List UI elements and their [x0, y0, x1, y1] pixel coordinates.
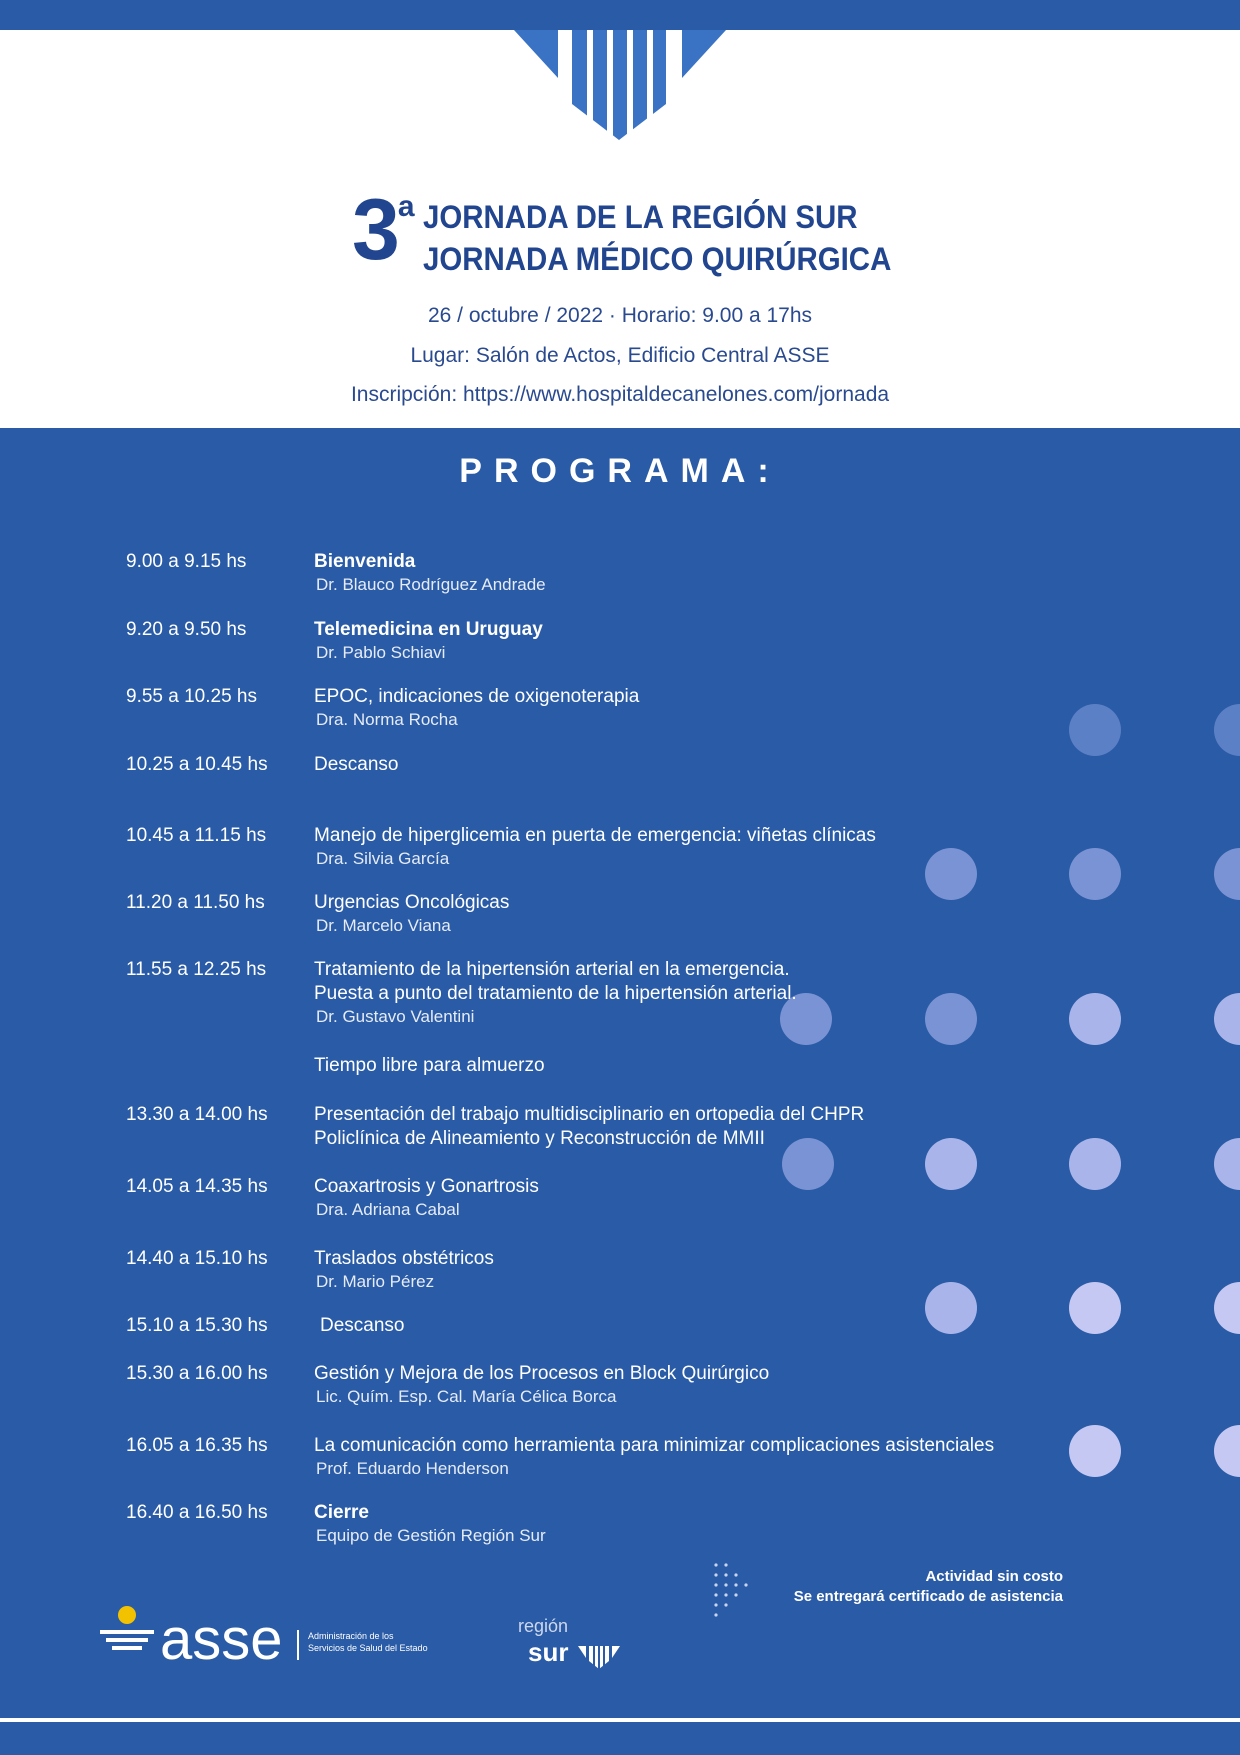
title-line-1: JORNADA DE LA REGIÓN SUR	[422, 199, 858, 235]
title-superscript: a	[397, 190, 415, 223]
session-speaker: Dr. Marcelo Viana	[316, 916, 451, 935]
session-title: Presentación del trabajo multidisciplinario en ortopedia del CHPR	[314, 1104, 865, 1125]
event-registration: Inscripción: https://www.hospitaldecanelones.com/jornada	[350, 383, 890, 406]
session-time: 9.20 a 9.50 hs	[126, 619, 247, 640]
activity-note-line-1: Actividad sin costo	[925, 1568, 1063, 1585]
session-time: 11.55 a 12.25 hs	[126, 959, 267, 980]
decorative-dot	[1214, 1138, 1240, 1190]
session-speaker: Dr. Mario Pérez	[316, 1272, 435, 1291]
decorative-dot	[1214, 848, 1240, 900]
asse-subtitle-line-1: Administración de los	[308, 1631, 394, 1641]
session-title: Gestión y Mejora de los Procesos en Block Quirúrgico	[314, 1363, 770, 1384]
program-panel	[0, 428, 1240, 1718]
session-speaker: Prof. Eduardo Henderson	[316, 1459, 509, 1478]
session-title: La comunicación como herramienta para minimizar complicaciones asistenciales	[314, 1435, 995, 1456]
session-time: 16.05 a 16.35 hs	[126, 1435, 268, 1456]
session-title: Manejo de hiperglicemia en puerta de emergencia: viñetas clínicas	[314, 825, 876, 846]
decorative-dot	[1214, 1282, 1240, 1334]
activity-note	[794, 1567, 1063, 1607]
asse-subtitle-line-2: Servicios de Salud del Estado	[308, 1643, 428, 1653]
region-sur-logo	[516, 1616, 636, 1686]
session-speaker: Dra. Norma Rocha	[316, 710, 458, 729]
session-time: 16.40 a 16.50 hs	[126, 1502, 268, 1523]
title-line-2: JORNADA MÉDICO QUIRÚRGICA	[422, 241, 891, 277]
session-time: 11.20 a 11.50 hs	[126, 892, 265, 913]
decorative-dot	[1214, 993, 1240, 1045]
region-sur-mark-icon	[578, 1644, 620, 1670]
bottom-band	[0, 1722, 1240, 1755]
session-title: Coaxartrosis y Gonartrosis	[314, 1176, 539, 1197]
session-title: Cierre	[314, 1502, 369, 1523]
event-location: Lugar: Salón de Actos, Edificio Central ASSE	[410, 344, 830, 367]
session-title: Traslados obstétricos	[314, 1248, 494, 1269]
sur-word: sur	[528, 1637, 569, 1667]
session-title: Telemedicina en Uruguay	[314, 619, 543, 640]
title-number: 3	[352, 182, 398, 278]
session-time: 13.30 a 14.00 hs	[126, 1104, 268, 1125]
region-emblem-icon	[514, 26, 726, 144]
session-title: Urgencias Oncológicas	[314, 892, 510, 913]
session-speaker: Dr. Pablo Schiavi	[316, 643, 446, 662]
asse-subtitle	[308, 1630, 428, 1654]
programa-heading: PROGRAMA:	[459, 452, 781, 490]
session-speaker: Lic. Quím. Esp. Cal. María Célica Borca	[316, 1387, 617, 1406]
session-speaker: Dra. Silvia García	[316, 849, 450, 868]
dot-grid-icon	[712, 1561, 752, 1621]
session-speaker: Equipo de Gestión Región Sur	[316, 1526, 546, 1545]
session-speaker: Dr. Gustavo Valentini	[316, 1007, 475, 1026]
activity-note-line-2: Se entregará certificado de asistencia	[793, 1588, 1063, 1605]
session-time: 15.30 a 16.00 hs	[126, 1363, 268, 1384]
asse-sun-icon	[96, 1604, 158, 1666]
session-title-line-2: Policlínica de Alineamiento y Reconstrucción de MMII	[314, 1128, 765, 1149]
break-label: Descanso	[320, 1315, 405, 1336]
session-speaker: Dr. Blauco Rodríguez Andrade	[316, 575, 546, 594]
asse-wordmark: asse	[160, 1607, 283, 1672]
session-title: EPOC, indicaciones de oxigenoterapia	[314, 686, 640, 707]
session-title: Bienvenida	[314, 551, 416, 572]
asse-logo	[96, 1604, 466, 1684]
decorative-dot	[1214, 1425, 1240, 1477]
session-time: 14.05 a 14.35 hs	[126, 1176, 268, 1197]
session-speaker: Dra. Adriana Cabal	[316, 1200, 460, 1219]
break-label: Descanso	[314, 754, 399, 775]
decorative-dot	[1214, 704, 1240, 756]
asse-separator	[297, 1630, 299, 1660]
session-time: 15.10 a 15.30 hs	[126, 1315, 268, 1336]
lunch-label: Tiempo libre para almuerzo	[314, 1055, 545, 1076]
session-time: 10.25 a 10.45 hs	[126, 754, 268, 775]
event-title	[352, 182, 932, 280]
region-word: región	[518, 1616, 569, 1636]
session-time: 10.45 a 11.15 hs	[126, 825, 267, 846]
session-time: 9.00 a 9.15 hs	[126, 551, 247, 572]
session-time: 14.40 a 15.10 hs	[126, 1248, 268, 1269]
session-title-line-2: Puesta a punto del tratamiento de la hipertensión arterial.	[314, 983, 797, 1004]
session-title: Tratamiento de la hipertensión arterial en la emergencia.	[314, 959, 790, 980]
session-time: 9.55 a 10.25 hs	[126, 686, 257, 707]
event-date-time: 26 / octubre / 2022 · Horario: 9.00 a 17hs	[427, 304, 813, 327]
